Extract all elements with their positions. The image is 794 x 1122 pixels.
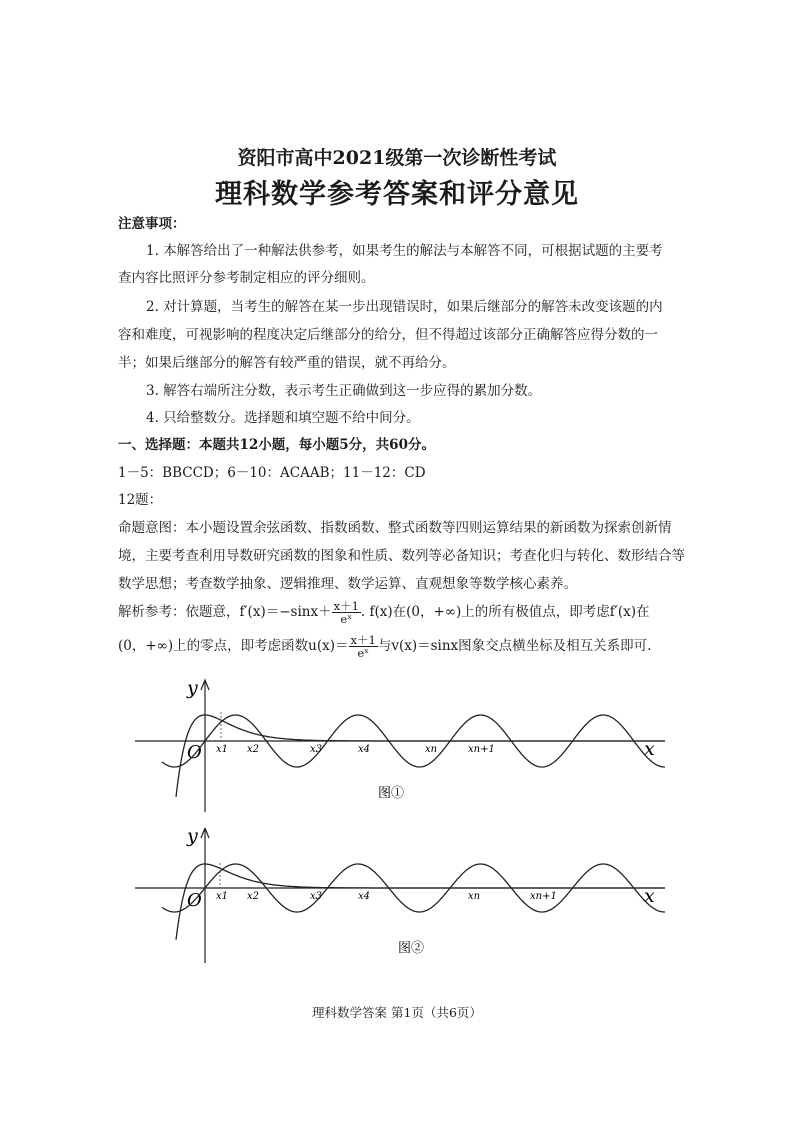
point-label-x4: x4 — [358, 744, 371, 755]
fraction-denominator: eˣ — [357, 646, 370, 660]
analysis-prefix: 解析参考：依题意， — [118, 604, 240, 620]
point-label-x2: x2 — [247, 891, 260, 902]
note-1-line-2: 查内容比照评分参考制定相应的评分细则。 — [118, 270, 375, 286]
figure-2-caption: 图② — [398, 941, 425, 956]
figure-1-caption: 图① — [378, 786, 405, 801]
note-2-line-2: 容和难度，可视影响的程度决定后继部分的给分，但不得超过该部分正确解答应得分数的一 — [118, 327, 658, 343]
point-label-xn: xn — [468, 891, 481, 902]
analysis-line-1 — [118, 600, 650, 625]
analysis-line-2-start: (0，+∞)上的零点，即考虑函数u(x)＝ — [118, 638, 349, 654]
answers-line: 1－5：BBCCD；6－10：ACAAB；11－12：CD — [118, 465, 426, 481]
point-label-x1: x1 — [216, 891, 229, 902]
y-axis-label: y — [187, 677, 198, 699]
point-label-x2: x2 — [247, 744, 260, 755]
point-label-x3: x3 — [310, 891, 323, 902]
note-3: 3. 解答右端所注分数，表示考生正确做到这一步应得的累加分数。 — [146, 383, 542, 399]
fraction-numerator: x＋1 — [350, 633, 376, 647]
analysis-line-2-end: 与v(x)＝sinx图象交点横坐标及相互关系即可. — [377, 638, 652, 654]
intent-line-3: 数学思想；考查数学抽象、逻辑推理、数学运算、直观想象等数学核心素养。 — [118, 576, 577, 592]
intent-line-2: 境，主要考查利用导数研究函数的图象和性质、数列等必备知识；考查化归与转化、数形结合等 — [118, 548, 685, 564]
note-2-line-1: 2. 对计算题，当考生的解答在某一步出现错误时，如果后继部分的解答未改变该题的内 — [146, 299, 663, 315]
fraction-numerator: x＋1 — [333, 599, 359, 613]
figure-1 — [120, 672, 680, 822]
note-2-line-3: 半；如果后继部分的解答有较严重的错误，就不再给分。 — [118, 355, 456, 371]
x-axis-label: x — [644, 738, 655, 760]
question-12-label: 12题： — [118, 492, 163, 508]
point-label-x1: x1 — [216, 744, 229, 755]
note-4: 4. 只给整数分。选择题和填空题不给中间分。 — [146, 410, 420, 426]
figure-2 — [120, 828, 680, 968]
origin-label: O — [187, 890, 202, 911]
point-label-xn-plus-1: xn+1 — [530, 891, 557, 902]
intent-line-1: 命题意图：本小题设置余弦函数、指数函数、整式函数等四则运算结果的新函数为探索创新情 — [118, 520, 672, 536]
y-axis-label: y — [187, 828, 198, 847]
point-label-xn: xn — [425, 744, 438, 755]
derivative-expression: f′(x)＝−sinx＋ — [239, 604, 332, 620]
point-label-xn-plus-1: xn+1 — [468, 744, 495, 755]
answer-key-title: 理科数学参考答案和评分意见 — [215, 179, 579, 210]
origin-label: O — [187, 742, 202, 763]
note-1-line-1: 1. 本解答给出了一种解法供参考，如果考生的解法与本解答不同，可根据试题的主要考 — [146, 243, 663, 259]
analysis-line-2 — [118, 634, 651, 659]
page-footer: 理科数学答案 第1页（共6页） — [312, 1005, 482, 1020]
fraction — [332, 600, 361, 625]
point-label-x3: x3 — [310, 744, 323, 755]
u-curve — [176, 715, 665, 797]
analysis-mid: . f(x)在(0，+∞)上的所有极值点，即考虑f′(x)在 — [360, 604, 650, 620]
notes-heading: 注意事项： — [118, 216, 186, 232]
fraction — [349, 634, 378, 659]
fraction-denominator: eˣ — [340, 612, 353, 626]
x-axis-label: x — [644, 885, 655, 907]
point-label-x4: x4 — [358, 891, 371, 902]
section-1-heading: 一、选择题：本题共12小题，每小题5分，共60分。 — [118, 437, 435, 453]
exam-title: 资阳市高中2021级第一次诊断性考试 — [237, 147, 557, 169]
